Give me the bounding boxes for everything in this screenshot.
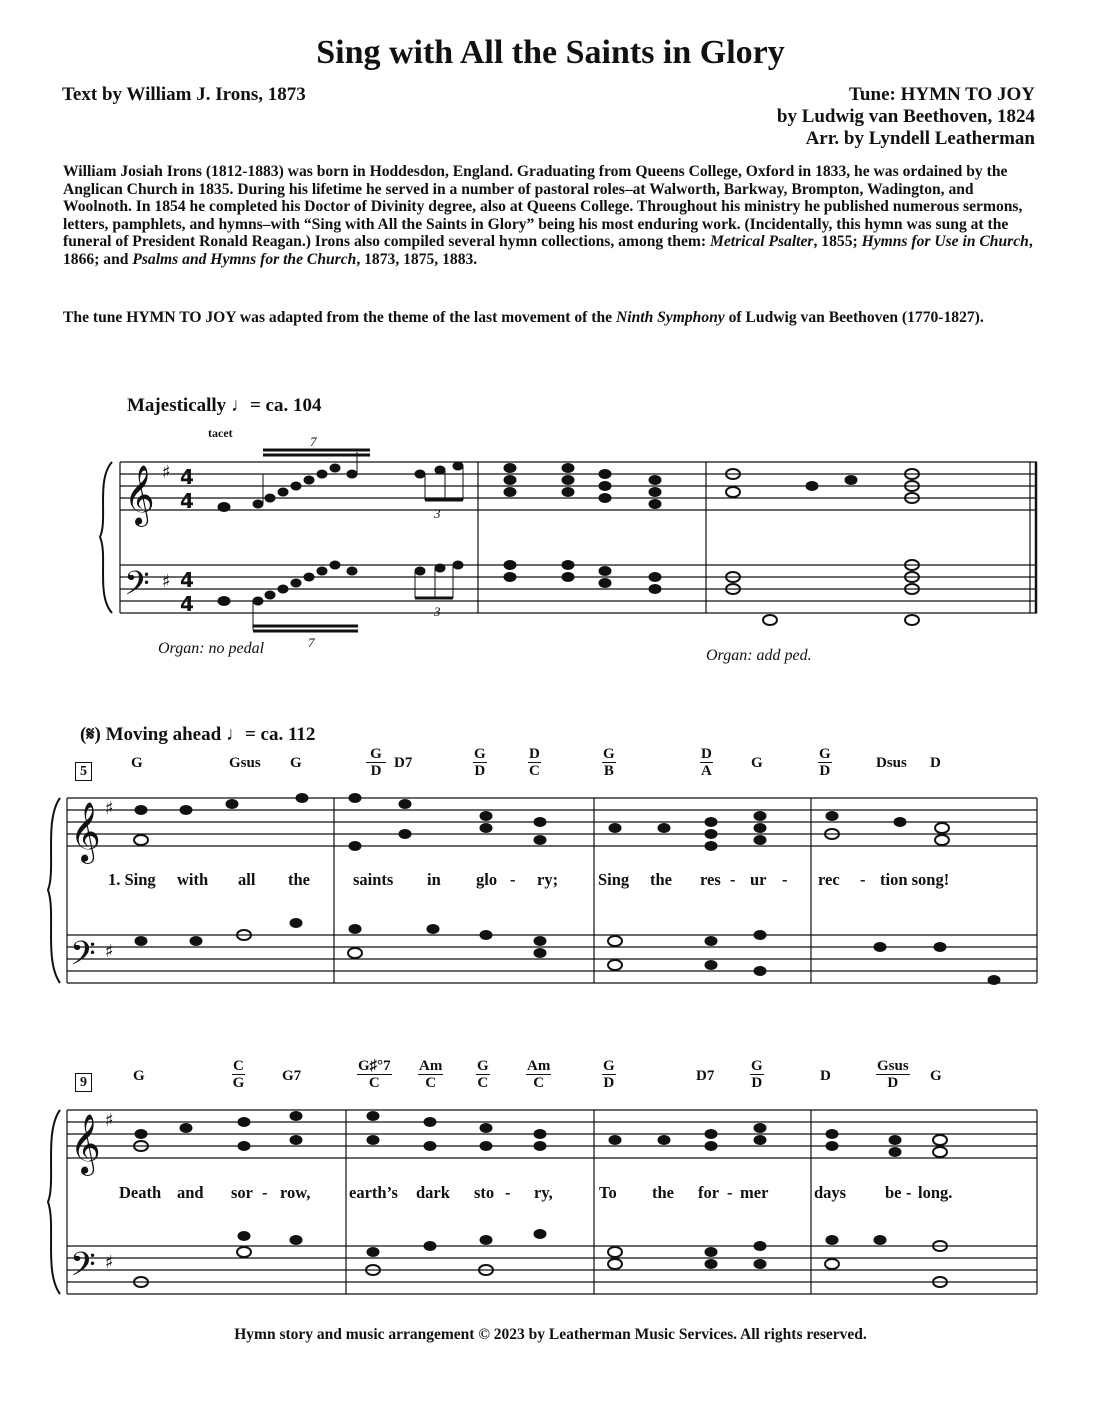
lyric: in [427,870,441,889]
quarter-note-icon: ♩ [225,724,245,745]
chord-symbol: C G [232,1058,245,1091]
chord-symbol: Am C [419,1058,443,1091]
tempo-marking: Majestically ♩= ca. 104 [127,395,322,416]
chord-symbol: G C [477,1058,489,1091]
treble-clef: 𝄞 [124,465,155,525]
chord-symbol: D A [701,746,712,779]
text-credit: Text by William J. Irons, 1873 [62,84,306,105]
quarter-note-icon: ♩ [230,395,250,416]
bass-chords [504,560,919,625]
chord-symbol: D [930,755,941,771]
chord-symbol: Dsus [876,755,907,771]
lyric: days [814,1183,847,1202]
lyric: res [700,870,721,889]
lyric: mer [740,1183,769,1202]
chord-symbol: D7 [394,755,413,771]
lyric-hyphen: - [782,870,788,889]
lyric: ry, [534,1183,553,1202]
time-signature: 4 [180,592,194,616]
lyric: be [885,1183,902,1202]
time-signature: 4 [180,465,194,489]
key-sharp: ♯ [162,571,171,592]
system3-lyrics [0,1183,1101,1205]
lyric-hyphen: - [505,1183,511,1202]
system1-brace [100,462,112,613]
lyric: the [288,870,310,889]
lyric: sor [231,1183,253,1202]
arranger: Arr. by Lyndell Leatherman [805,128,1035,149]
system1-bass-staff [120,565,1037,613]
chord-symbol: D [820,1068,831,1084]
system3-chord-symbols [0,1058,1101,1098]
lyric: saints [353,870,394,889]
lyric: sto [474,1183,495,1202]
lyric: Sing [598,870,630,889]
chord-symbol: Am C [527,1058,551,1091]
lyric: the [650,870,672,889]
lyric: glo [476,870,498,889]
organ-instruction: Organ: no pedal [158,640,265,657]
chord-symbol: G7 [282,1068,302,1084]
key-sharp: ♯ [105,798,114,819]
chord-symbol: G♯°7 C [358,1058,391,1091]
time-signature: 4 [180,568,194,592]
measure-number: 9 [75,1073,92,1092]
composer: by Ludwig van Beethoven, 1824 [776,106,1035,127]
chord-symbol: Gsus D [877,1058,909,1091]
system2-chord-symbols [0,746,1101,786]
lyric: all [238,870,256,889]
tuplet-number: 7 [308,635,315,650]
chord-symbol: G [930,1068,942,1084]
lyric: 1. Sing [108,870,156,889]
lyric-hyphen: - [730,870,736,889]
note-run-bass [253,561,358,631]
lyric: earth’s [349,1183,398,1202]
lyric-hyphen: - [860,870,866,889]
triplet-number: 3 [434,506,441,521]
chord-symbol: G D [603,1058,615,1091]
tacet-label: tacet [208,426,233,440]
chord-symbol: G [131,755,143,771]
copyright-footer: Hymn story and music arrangement © 2023 by Leatherman Music Services. All rights reserved. [234,1326,867,1343]
segno-icon: (𝄋) [80,724,101,745]
chord-symbol: G [751,755,763,771]
system1-notes [218,450,919,631]
hymn-story-paragraph-1: William Josiah Irons (1812-1883) was born in Hoddesdon, England. Graduating from Queens College, Oxford in 1833, he was ordained by the Anglican Church in 1835. During his lifetime he served in a number of pastoral roles–at Walworth, Barkway, Brompton, Wadington, and Woolnoth. In 1854 he completed his Doctor of Divinity degree, also at Queens College. Throughout his ministry he published numerous sermons, letters, pamphlets, and hymns–with “Sing with All the Saints in Glory” being his most enduring work. (Incidentally, this hymn was sung at the funeral of President Ronald Reagan.) Irons also compiled several hymn collections, among them: Metrical Psalter, 1855; Hymns for Use in Church, 1866; and Psalms and Hymns for the Church, 1873, 1875, 1883. [63,163,1033,268]
lyric: To [599,1183,617,1202]
chord-symbol: G D [474,746,486,779]
note [218,503,230,512]
measure-number: 5 [75,762,92,781]
tune-name: Tune: HYMN TO JOY [849,84,1035,105]
triplet-number: 3 [434,604,441,619]
lyric: with [177,870,209,889]
lyric-hyphen: - [262,1183,268,1202]
chord-symbol: D7 [696,1068,715,1084]
key-sharp: ♯ [105,1252,114,1273]
lyric-hyphen: - [510,870,516,889]
lyric: tion song! [880,870,950,889]
system2-lyrics [0,870,1101,892]
chord-symbol: D C [529,746,540,779]
lyric: ry; [537,870,559,889]
lyric: dark [416,1183,450,1202]
tempo-marking: (𝄋) Moving ahead ♩= ca. 112 [80,724,316,745]
bass-clef: 𝄢 [70,935,96,981]
system2-bass-staff [67,935,1037,983]
time-signature: 4 [180,489,194,513]
lyric: for [698,1183,720,1202]
lyric: and [177,1183,204,1202]
chord-symbol: G D [751,1058,763,1091]
treble-clef: 𝄞 [70,1114,101,1174]
triplet-bass [415,561,463,598]
chord-symbol: G D [819,746,831,779]
system2-treble-staff [67,798,1037,846]
page-title: Sing with All the Saints in Glory [316,34,785,71]
triplet-treble [415,462,463,500]
hymn-story-paragraph-2: The tune HYMN TO JOY was adapted from the theme of the last movement of the Ninth Symphony of Ludwig van Beethoven (1770-1827). [63,309,984,326]
tuplet-number: 7 [310,434,317,449]
organ-instruction: Organ: add ped. [706,647,812,664]
lyric-hyphen: - [727,1183,733,1202]
bass-clef: 𝄢 [124,565,150,611]
lyric: ur [750,870,767,889]
chord-symbol: G D [366,746,386,779]
chord-symbol: G B [603,746,615,779]
bass-clef: 𝄢 [70,1246,96,1292]
key-sharp: ♯ [105,1110,114,1131]
chord-symbol: Gsus [229,755,261,771]
lyric: Death [119,1183,162,1202]
note [218,597,230,606]
chord-symbol: G [133,1068,145,1084]
key-sharp: ♯ [162,462,171,483]
lyric: the [652,1183,674,1202]
lyric: row, [280,1183,311,1202]
treble-clef: 𝄞 [70,802,101,862]
lyric: rec [818,870,840,889]
key-sharp: ♯ [105,941,114,962]
lyric-hyphen: - [906,1183,912,1202]
chord-symbol: G [290,755,302,771]
system3-bass-staff [67,1246,1037,1294]
note-run-treble [253,450,370,508]
lyric: long. [918,1183,953,1202]
